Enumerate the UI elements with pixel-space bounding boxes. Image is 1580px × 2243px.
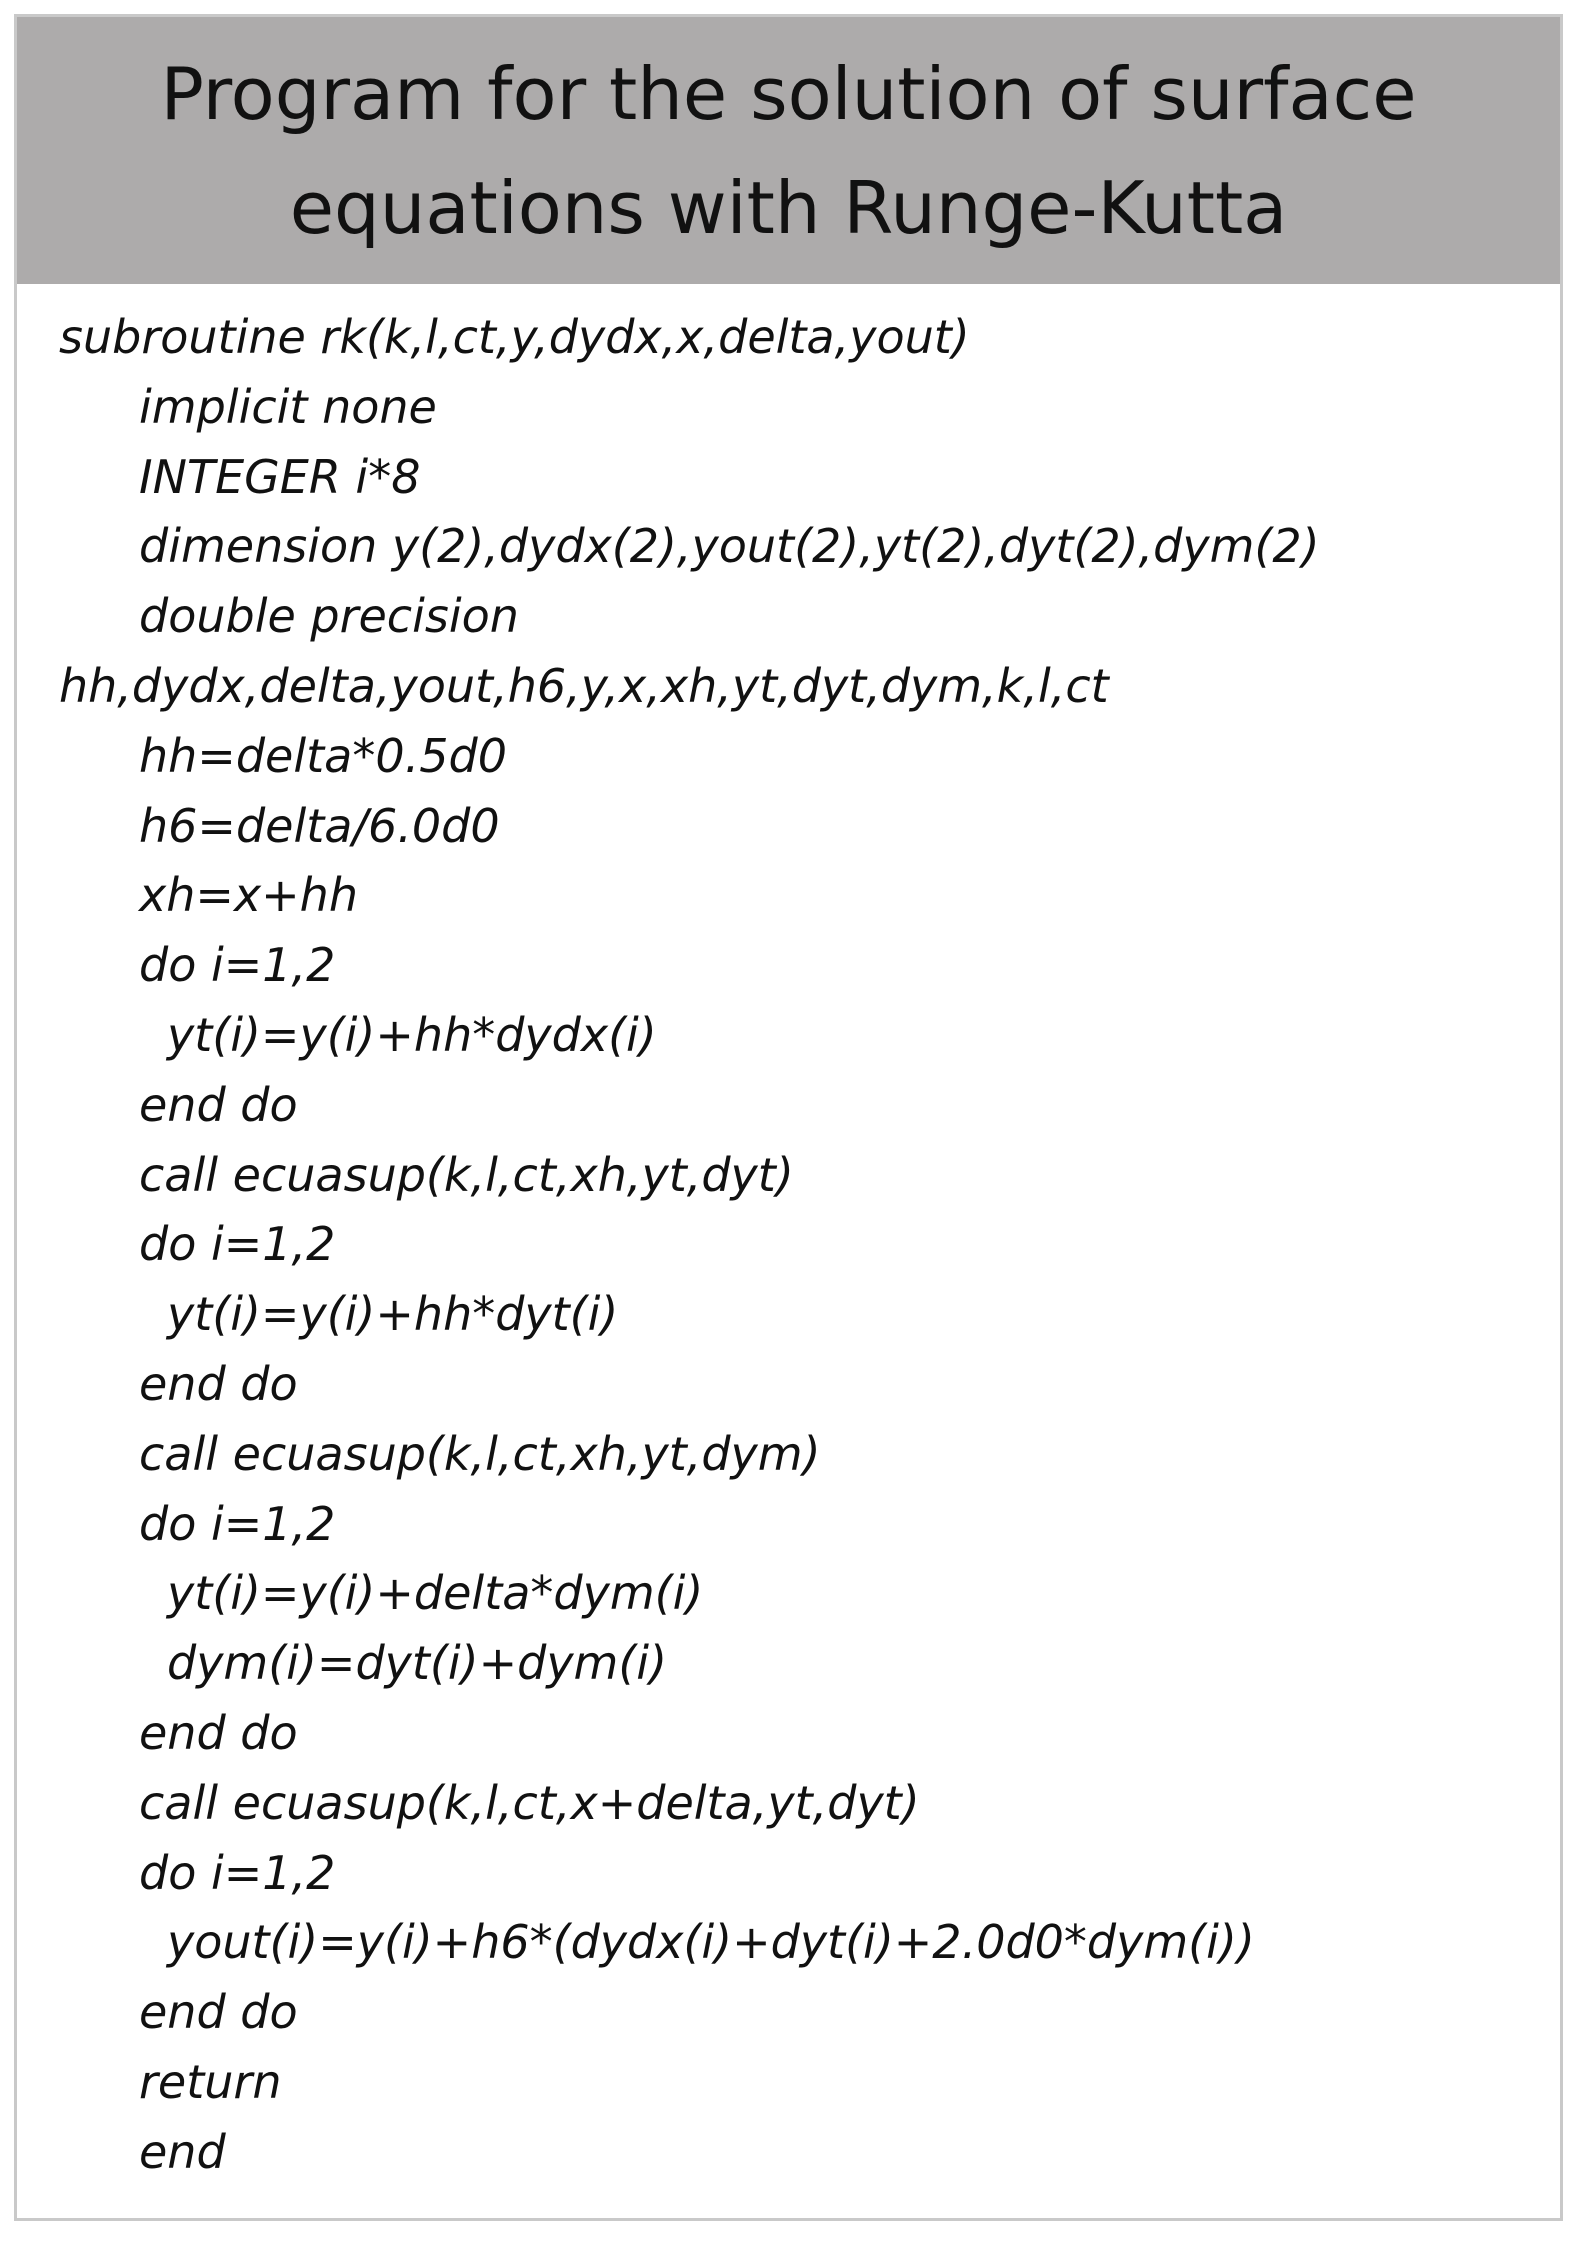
code-line: yt(i)=y(i)+delta*dym(i): [167, 1566, 704, 1621]
code-line: INTEGER i*8: [139, 449, 421, 504]
code-line: dym(i)=dyt(i)+dym(i): [167, 1636, 668, 1691]
code-line: end do: [139, 1077, 298, 1132]
code-line: implicit none: [139, 379, 437, 434]
title-banner: [17, 17, 1560, 284]
code-line: subroutine rk(k,l,ct,y,dydx,x,delta,yout): [59, 310, 970, 364]
code-line: hh,dydx,delta,yout,h6,y,x,xh,yt,dyt,dym,k,l,ct: [59, 658, 1109, 713]
code-line: call ecuasup(k,l,ct,xh,yt,dym): [139, 1426, 821, 1481]
code-line: end do: [139, 1705, 298, 1760]
code-line: end: [139, 2124, 226, 2179]
code-line: yt(i)=y(i)+hh*dyt(i): [167, 1287, 619, 1342]
code-line: do i=1,2: [139, 1496, 336, 1551]
code-line: call ecuasup(k,l,ct,xh,yt,dyt): [139, 1147, 794, 1202]
code-line: h6=delta/6.0d0: [139, 798, 500, 853]
code-listing: [59, 303, 1539, 2203]
code-line: yt(i)=y(i)+hh*dydx(i): [167, 1007, 657, 1062]
code-line: yout(i)=y(i)+h6*(dydx(i)+dyt(i)+2.0d0*dym(i)): [167, 1915, 1255, 1970]
code-line: hh=delta*0.5d0: [139, 728, 507, 783]
code-line: do i=1,2: [139, 1845, 336, 1900]
code-line: end do: [139, 1985, 298, 2040]
code-line: double precision: [139, 589, 519, 644]
code-line: end do: [139, 1356, 298, 1411]
code-line: do i=1,2: [139, 1217, 336, 1272]
figure-frame: [14, 14, 1563, 2221]
code-line: call ecuasup(k,l,ct,x+delta,yt,dyt): [139, 1775, 920, 1830]
title-line-1: Program for the solution of surface: [160, 51, 1417, 136]
title-line-2: equations with Runge-Kutta: [289, 165, 1288, 250]
code-line: dimension y(2),dydx(2),yout(2),yt(2),dyt(2),dym(2): [139, 519, 1320, 574]
code-line: do i=1,2: [139, 938, 336, 993]
code-line: return: [139, 2054, 282, 2109]
code-line: xh=x+hh: [139, 868, 358, 923]
